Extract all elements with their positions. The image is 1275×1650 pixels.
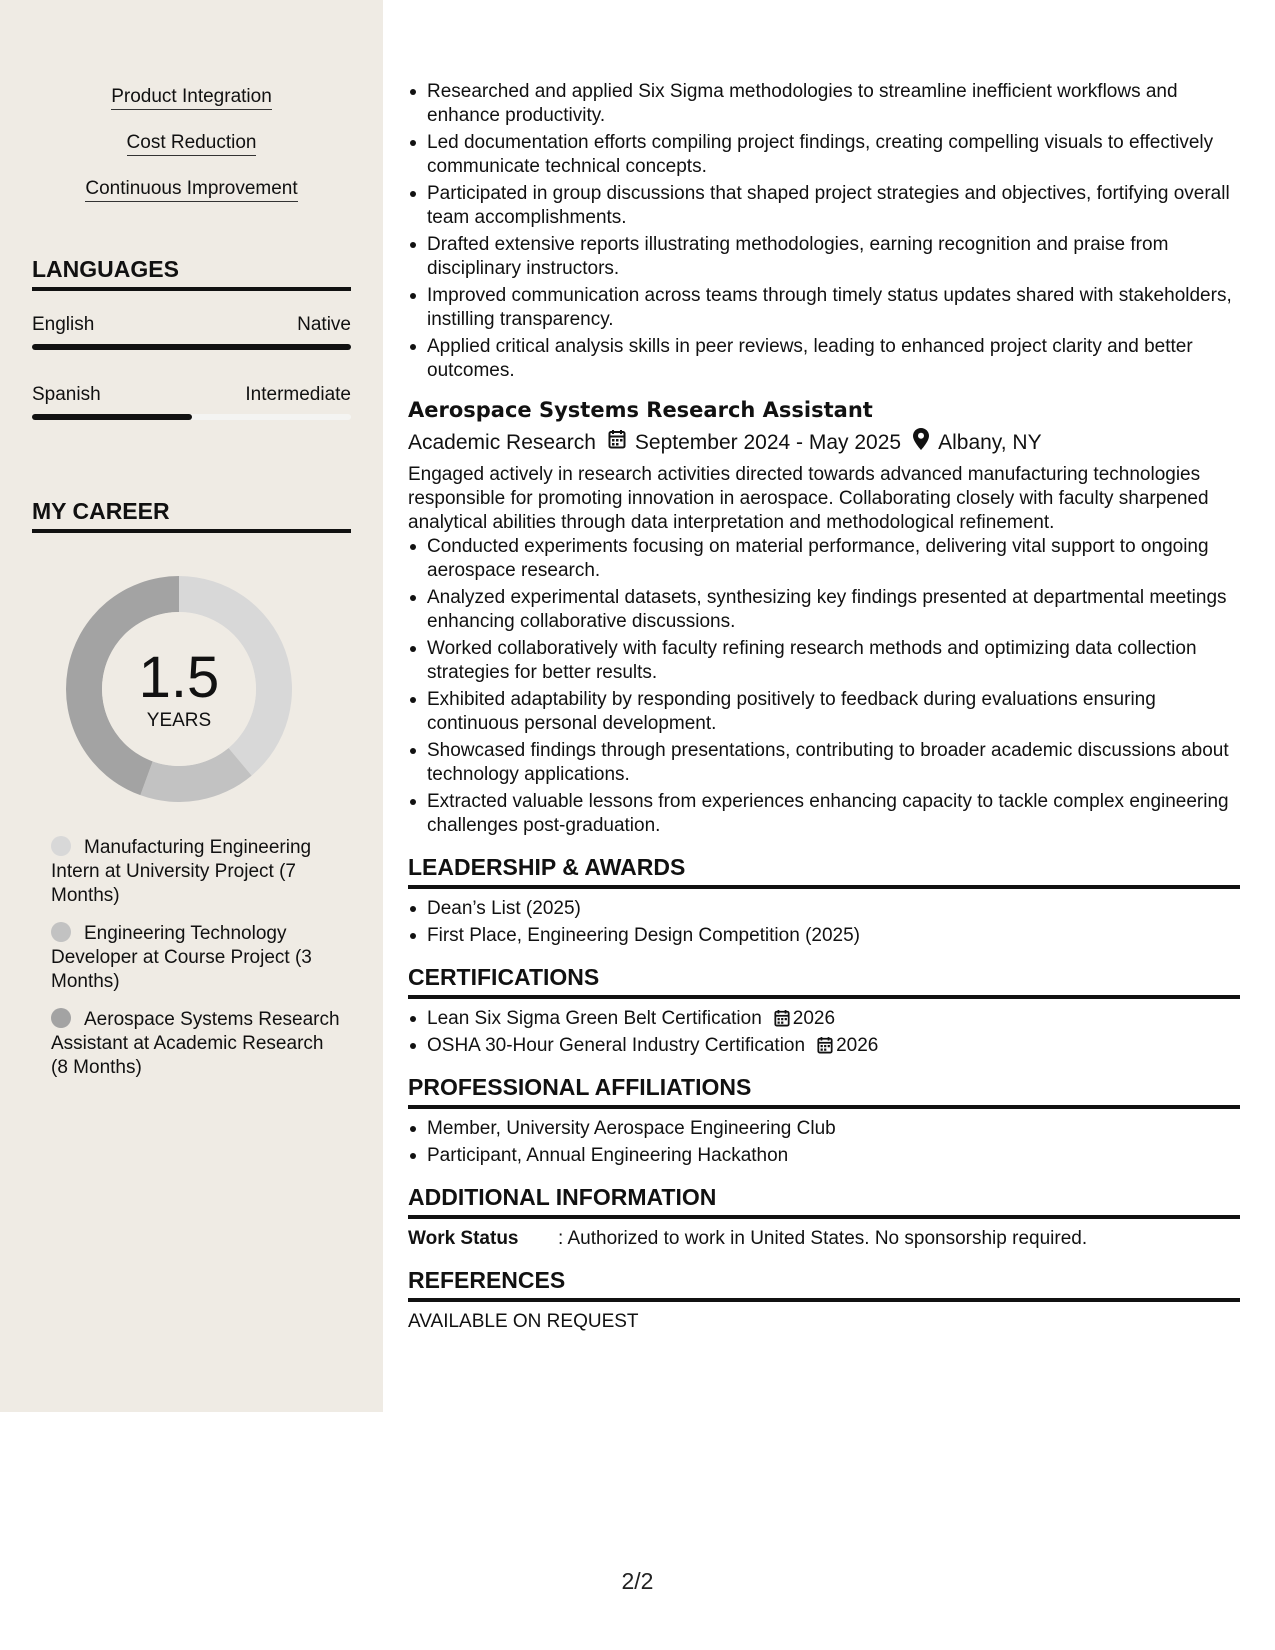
skills-list [0, 84, 383, 222]
affiliation-item: Member, University Aerospace Engineering Club [408, 1117, 1240, 1141]
calendar-icon [608, 429, 626, 457]
language-bar [32, 414, 351, 420]
certification-name: Lean Six Sigma Green Belt Certification [427, 1008, 762, 1029]
leadership-item: Dean’s List (2025) [408, 897, 1240, 921]
certification-year: 2026 [836, 1035, 879, 1056]
legend-label: Aerospace Systems Research Assistant at Academic Research (8 Months) [51, 1009, 340, 1078]
certifications-heading: CERTIFICATIONS [408, 963, 1240, 999]
job-location: Albany, NY [938, 431, 1042, 454]
bullet-item: Exhibited adaptability by responding positively to feedback during evaluations ensuring continuous personal development. [408, 688, 1240, 736]
skill-item: Continuous Improvement [85, 176, 297, 202]
work-status-row [408, 1227, 1240, 1251]
main-content [408, 80, 1240, 1334]
language-row [32, 313, 351, 337]
bullet-item: Worked collaboratively with faculty refining research methods and optimizing data collection strategies for better results. [408, 637, 1240, 685]
bullet-item: Participated in group discussions that shaped project strategies and objectives, fortifying overall team accomplishments. [408, 182, 1240, 230]
bullet-item: Analyzed experimental datasets, synthesizing key findings presented at departmental meetings enhancing collaborative discussions. [408, 586, 1240, 634]
career-legend-item [51, 922, 341, 994]
legend-label: Engineering Technology Developer at Course Project (3 Months) [51, 923, 312, 992]
affiliations-list [408, 1117, 1240, 1168]
leadership-heading: LEADERSHIP & AWARDS [408, 853, 1240, 889]
certification-item [408, 1034, 1240, 1058]
certification-name: OSHA 30-Hour General Industry Certification [427, 1035, 806, 1056]
sidebar [0, 0, 383, 1412]
bullet-item: Researched and applied Six Sigma methodologies to streamline inefficient workflows and enhance productivity. [408, 80, 1240, 128]
certification-year: 2026 [792, 1008, 836, 1029]
language-bar-fill [32, 414, 192, 420]
affiliation-item: Participant, Annual Engineering Hackathon [408, 1144, 1240, 1168]
legend-dot [51, 836, 71, 856]
career-legend-item [51, 836, 341, 908]
language-level: Native [297, 314, 351, 335]
calendar-icon [774, 1009, 790, 1027]
work-status-value: : Authorized to work in United States. No sponsorship required. [558, 1228, 1088, 1249]
job-company: Academic Research [408, 431, 596, 454]
legend-dot [51, 1008, 71, 1028]
bullet-item: Conducted experiments focusing on material performance, delivering vital support to ongoing aerospace research. [408, 535, 1240, 583]
languages-heading: LANGUAGES [32, 256, 351, 291]
certification-year-wrap [817, 1035, 878, 1056]
leadership-item: First Place, Engineering Design Competition (2025) [408, 924, 1240, 948]
leadership-list [408, 897, 1240, 948]
bullet-item: Applied critical analysis skills in peer reviews, leading to enhanced project clarity and better outcomes. [408, 335, 1240, 383]
career-total: 1.5 [138, 645, 220, 710]
bullet-item: Extracted valuable lessons from experiences enhancing capacity to tackle complex engineering challenges post-graduation. [408, 790, 1240, 838]
skill-item: Cost Reduction [127, 130, 257, 156]
job-description: Engaged actively in research activities directed towards advanced manufacturing technologies responsible for promoting innovation in aerospace. Collaborating closely with faculty sharpened analytical abilities through data interpretation and methodological refinement. [408, 464, 1209, 533]
bullet-item: Showcased findings through presentations, contributing to broader academic discussions about technology applications. [408, 739, 1240, 787]
language-name: Spanish [32, 384, 101, 405]
certifications-list [408, 1007, 1240, 1058]
job-bullets [408, 535, 1240, 838]
legend-dot [51, 922, 71, 942]
calendar-icon [817, 1036, 833, 1054]
location-pin-icon [913, 428, 929, 458]
job-dates: September 2024 - May 2025 [634, 431, 902, 454]
job-title: Aerospace Systems Research Assistant [408, 398, 873, 422]
affiliations-heading: PROFESSIONAL AFFILIATIONS [408, 1073, 1240, 1109]
language-level: Intermediate [245, 384, 351, 405]
references-text: AVAILABLE ON REQUEST [408, 1311, 639, 1332]
bullet-item: Led documentation efforts compiling project findings, creating compelling visuals to effectively communicate technical concepts. [408, 131, 1240, 179]
additional-info-heading: ADDITIONAL INFORMATION [408, 1183, 1240, 1219]
certification-item [408, 1007, 1240, 1031]
legend-label: Manufacturing Engineering Intern at University Project (7 Months) [51, 837, 312, 906]
language-bar [32, 344, 351, 350]
career-heading: MY CAREER [32, 498, 351, 533]
career-unit: YEARS [146, 710, 212, 731]
previous-job-bullets [408, 80, 1240, 383]
language-row [32, 383, 351, 407]
bullet-item: Improved communication across teams through timely status updates shared with stakeholders, instilling transparency. [408, 284, 1240, 332]
work-status-label: Work Status [408, 1228, 519, 1249]
job-meta [408, 428, 1240, 458]
bullet-item: Drafted extensive reports illustrating methodologies, earning recognition and praise from disciplinary instructors. [408, 233, 1240, 281]
page-number: 2/2 [621, 1568, 654, 1594]
language-name: English [32, 314, 95, 335]
certification-year-wrap [774, 1008, 835, 1029]
language-bar-fill [32, 344, 351, 350]
career-legend-item [51, 1008, 341, 1080]
references-heading: REFERENCES [408, 1266, 1240, 1302]
skill-item: Product Integration [111, 84, 272, 110]
